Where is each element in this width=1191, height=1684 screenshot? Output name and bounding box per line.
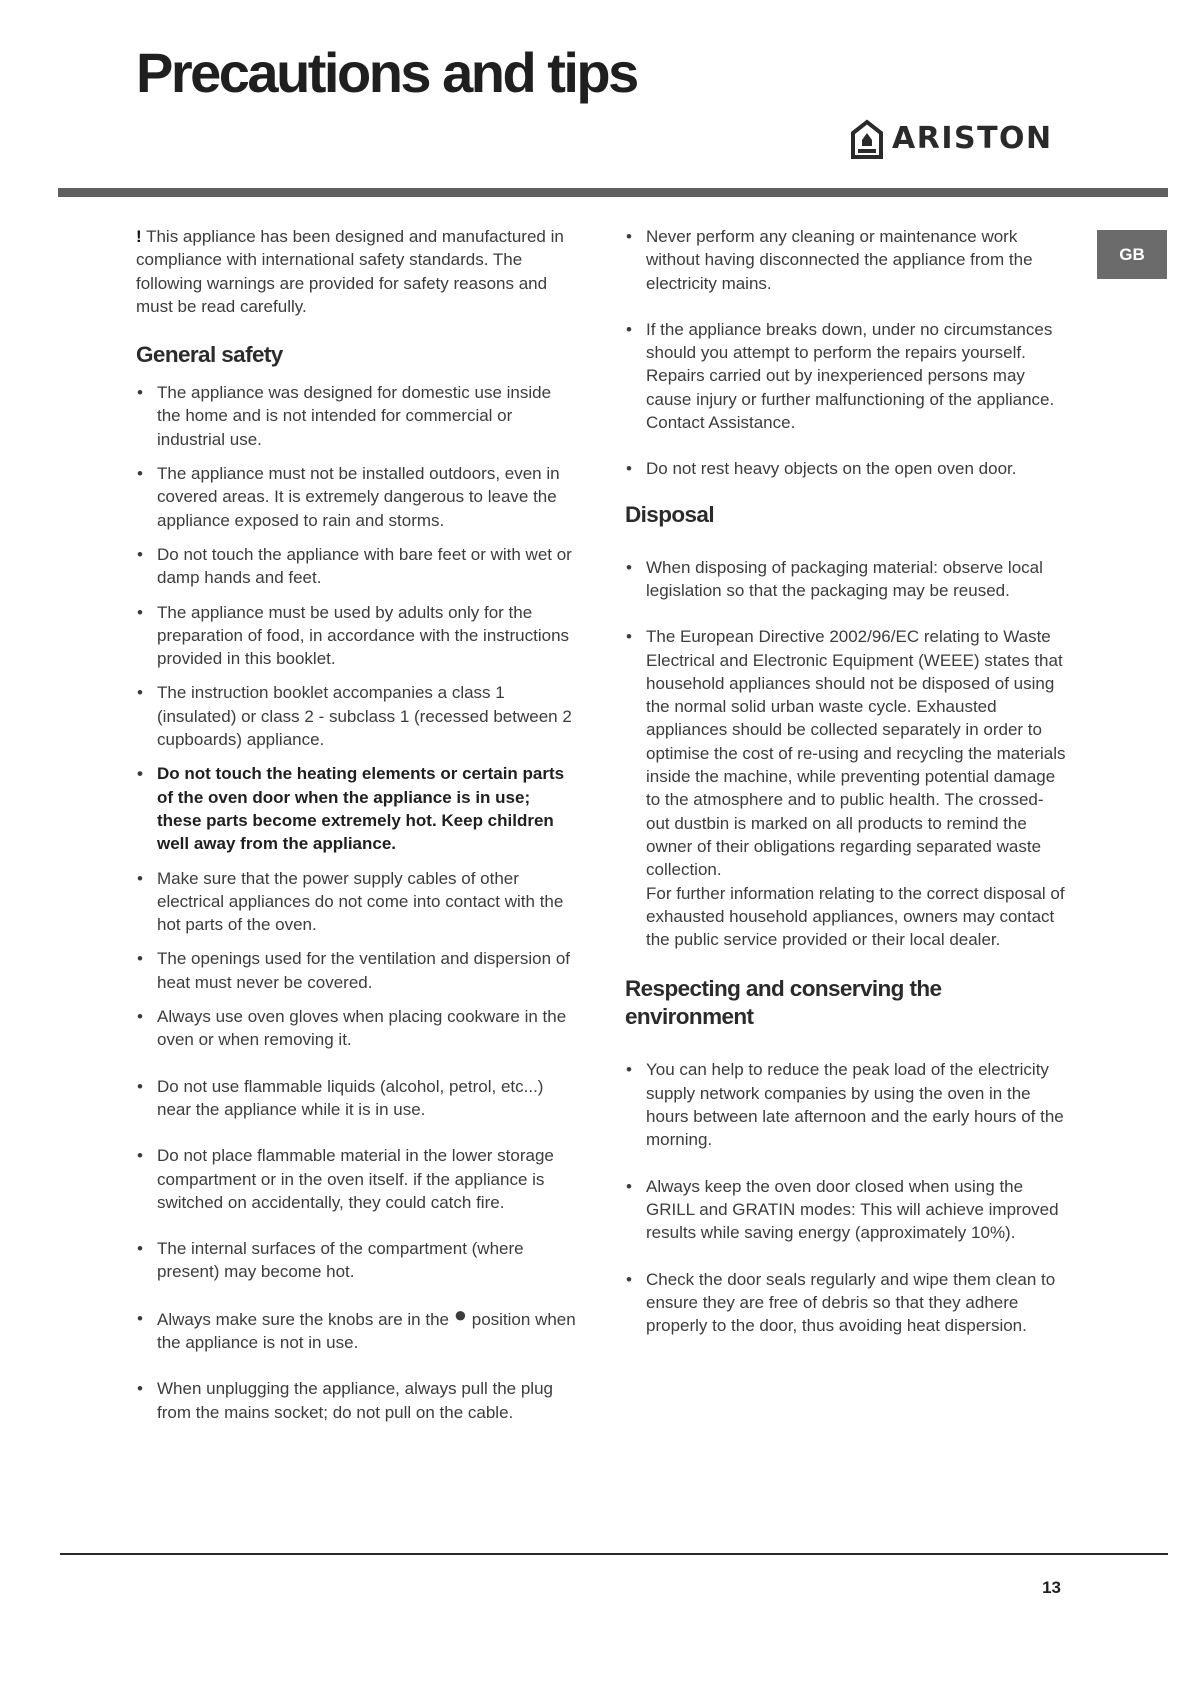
right-column (625, 225, 1067, 1337)
disposal-list (625, 556, 1067, 952)
header-divider (58, 188, 1168, 197)
page-number: 13 (1042, 1578, 1061, 1597)
list-item: • The openings used for the ventilation and dispersion of heat must never be covered. (136, 947, 578, 994)
maintenance-list (625, 225, 1067, 481)
brand-logo (850, 118, 1053, 160)
warning-mark: ! (136, 227, 142, 246)
general-safety-heading: General safety (136, 342, 283, 368)
knob-text-after: position when the appliance is not in use. (157, 1309, 576, 1352)
list-item: • When disposing of packaging material: observe local legislation so that the packaging may be reused. (625, 556, 1067, 603)
intro-paragraph (136, 225, 578, 318)
list-item: • When unplugging the appliance, always pull the plug from the mains socket; do not pull on the cable. (136, 1377, 578, 1424)
list-item: • Do not rest heavy objects on the open oven door. (625, 457, 1067, 480)
footer-divider (60, 1553, 1168, 1555)
list-item-warning: • Do not touch the heating elements or certain parts of the oven door when the appliance is in use; these parts become extremely hot. Keep children well away from the appliance. (136, 762, 578, 855)
environment-list (625, 1058, 1067, 1337)
house-logo-icon (850, 119, 884, 159)
list-item-knob-position (136, 1301, 578, 1355)
list-item: • The instruction booklet accompanies a class 1 (insulated) or class 2 - subclass 1 (recessed between 2 cupboards) appliance. (136, 681, 578, 751)
brand-name: ARISTON (892, 121, 1053, 156)
list-item: • Always use oven gloves when placing cookware in the oven or when removing it. (136, 1005, 578, 1052)
list-item: • Check the door seals regularly and wipe them clean to ensure they are free of debris so that they adhere properly to the door, thus avoiding heat dispersion. (625, 1268, 1067, 1338)
list-item: • The appliance must be used by adults only for the preparation of food, in accordance with the instructions provided in this booklet. (136, 601, 578, 671)
left-column (136, 225, 578, 1424)
list-item: • The appliance must not be installed outdoors, even in covered areas. It is extremely dangerous to leave the appliance exposed to rain and storms. (136, 462, 578, 532)
list-item: • If the appliance breaks down, under no circumstances should you attempt to perform the repairs yourself. Repairs carried out by inexperienced persons may cause injury or further malfunctioning of the appliance. Contact Assistance. (625, 318, 1067, 434)
list-item: • The appliance was designed for domestic use inside the home and is not intended for commercial or industrial use. (136, 381, 578, 451)
language-tab: GB (1097, 230, 1167, 279)
list-item: • You can help to reduce the peak load of the electricity supply network companies by using the oven in the hours between late afternoon and the early hours of the morning. (625, 1058, 1067, 1151)
list-item: • The internal surfaces of the compartment (where present) may become hot. (136, 1237, 578, 1284)
general-safety-list (136, 381, 578, 1424)
knob-text-before: Always make sure the knobs are in the (157, 1309, 449, 1329)
list-item (625, 625, 1067, 951)
list-item: • Do not touch the appliance with bare feet or with wet or damp hands and feet. (136, 543, 578, 590)
intro-text: This appliance has been designed and manufactured in compliance with international safety standards. The following warnings are provided for safety reasons and must be read carefully. (136, 227, 564, 316)
list-item: • Do not place flammable material in the lower storage compartment or in the oven itself. if the appliance is switched on accidentally, they could catch fire. (136, 1144, 578, 1214)
list-item: • Make sure that the power supply cables of other electrical appliances do not come into contact with the hot parts of the oven. (136, 867, 578, 937)
list-item: • Never perform any cleaning or maintenance work without having disconnected the appliance from the electricity mains. (625, 225, 1067, 295)
page-title: Precautions and tips (136, 41, 637, 104)
disposal-heading: Disposal (625, 501, 714, 527)
weee-text: The European Directive 2002/96/EC relating to Waste Electrical and Electronic Equipment (WEEE) states that household appliances should not be disposed of using the normal solid urban waste cycle. Exhausted appliances should be collected separately in order to optimise the cost of re-using and recycling the materials inside the machine, while preventing potential damage to the atmosphere and to public health. The crossed-out dustbin is marked on all products to remind the owner of their obligations regarding separated waste collection. (646, 627, 1066, 880)
disposal-further-info: For further information relating to the correct disposal of exhausted household appliances, owners may contact the public service provided or their local dealer. (646, 883, 1065, 950)
knob-off-symbol: ● (453, 1301, 468, 1327)
list-item: • Always keep the oven door closed when using the GRILL and GRATIN modes: This will achieve improved results while saving energy (approximately 10%). (625, 1175, 1067, 1245)
list-item: • Do not use flammable liquids (alcohol, petrol, etc...) near the appliance while it is in use. (136, 1075, 578, 1122)
environment-heading: Respecting and conserving the environment (625, 976, 942, 1030)
